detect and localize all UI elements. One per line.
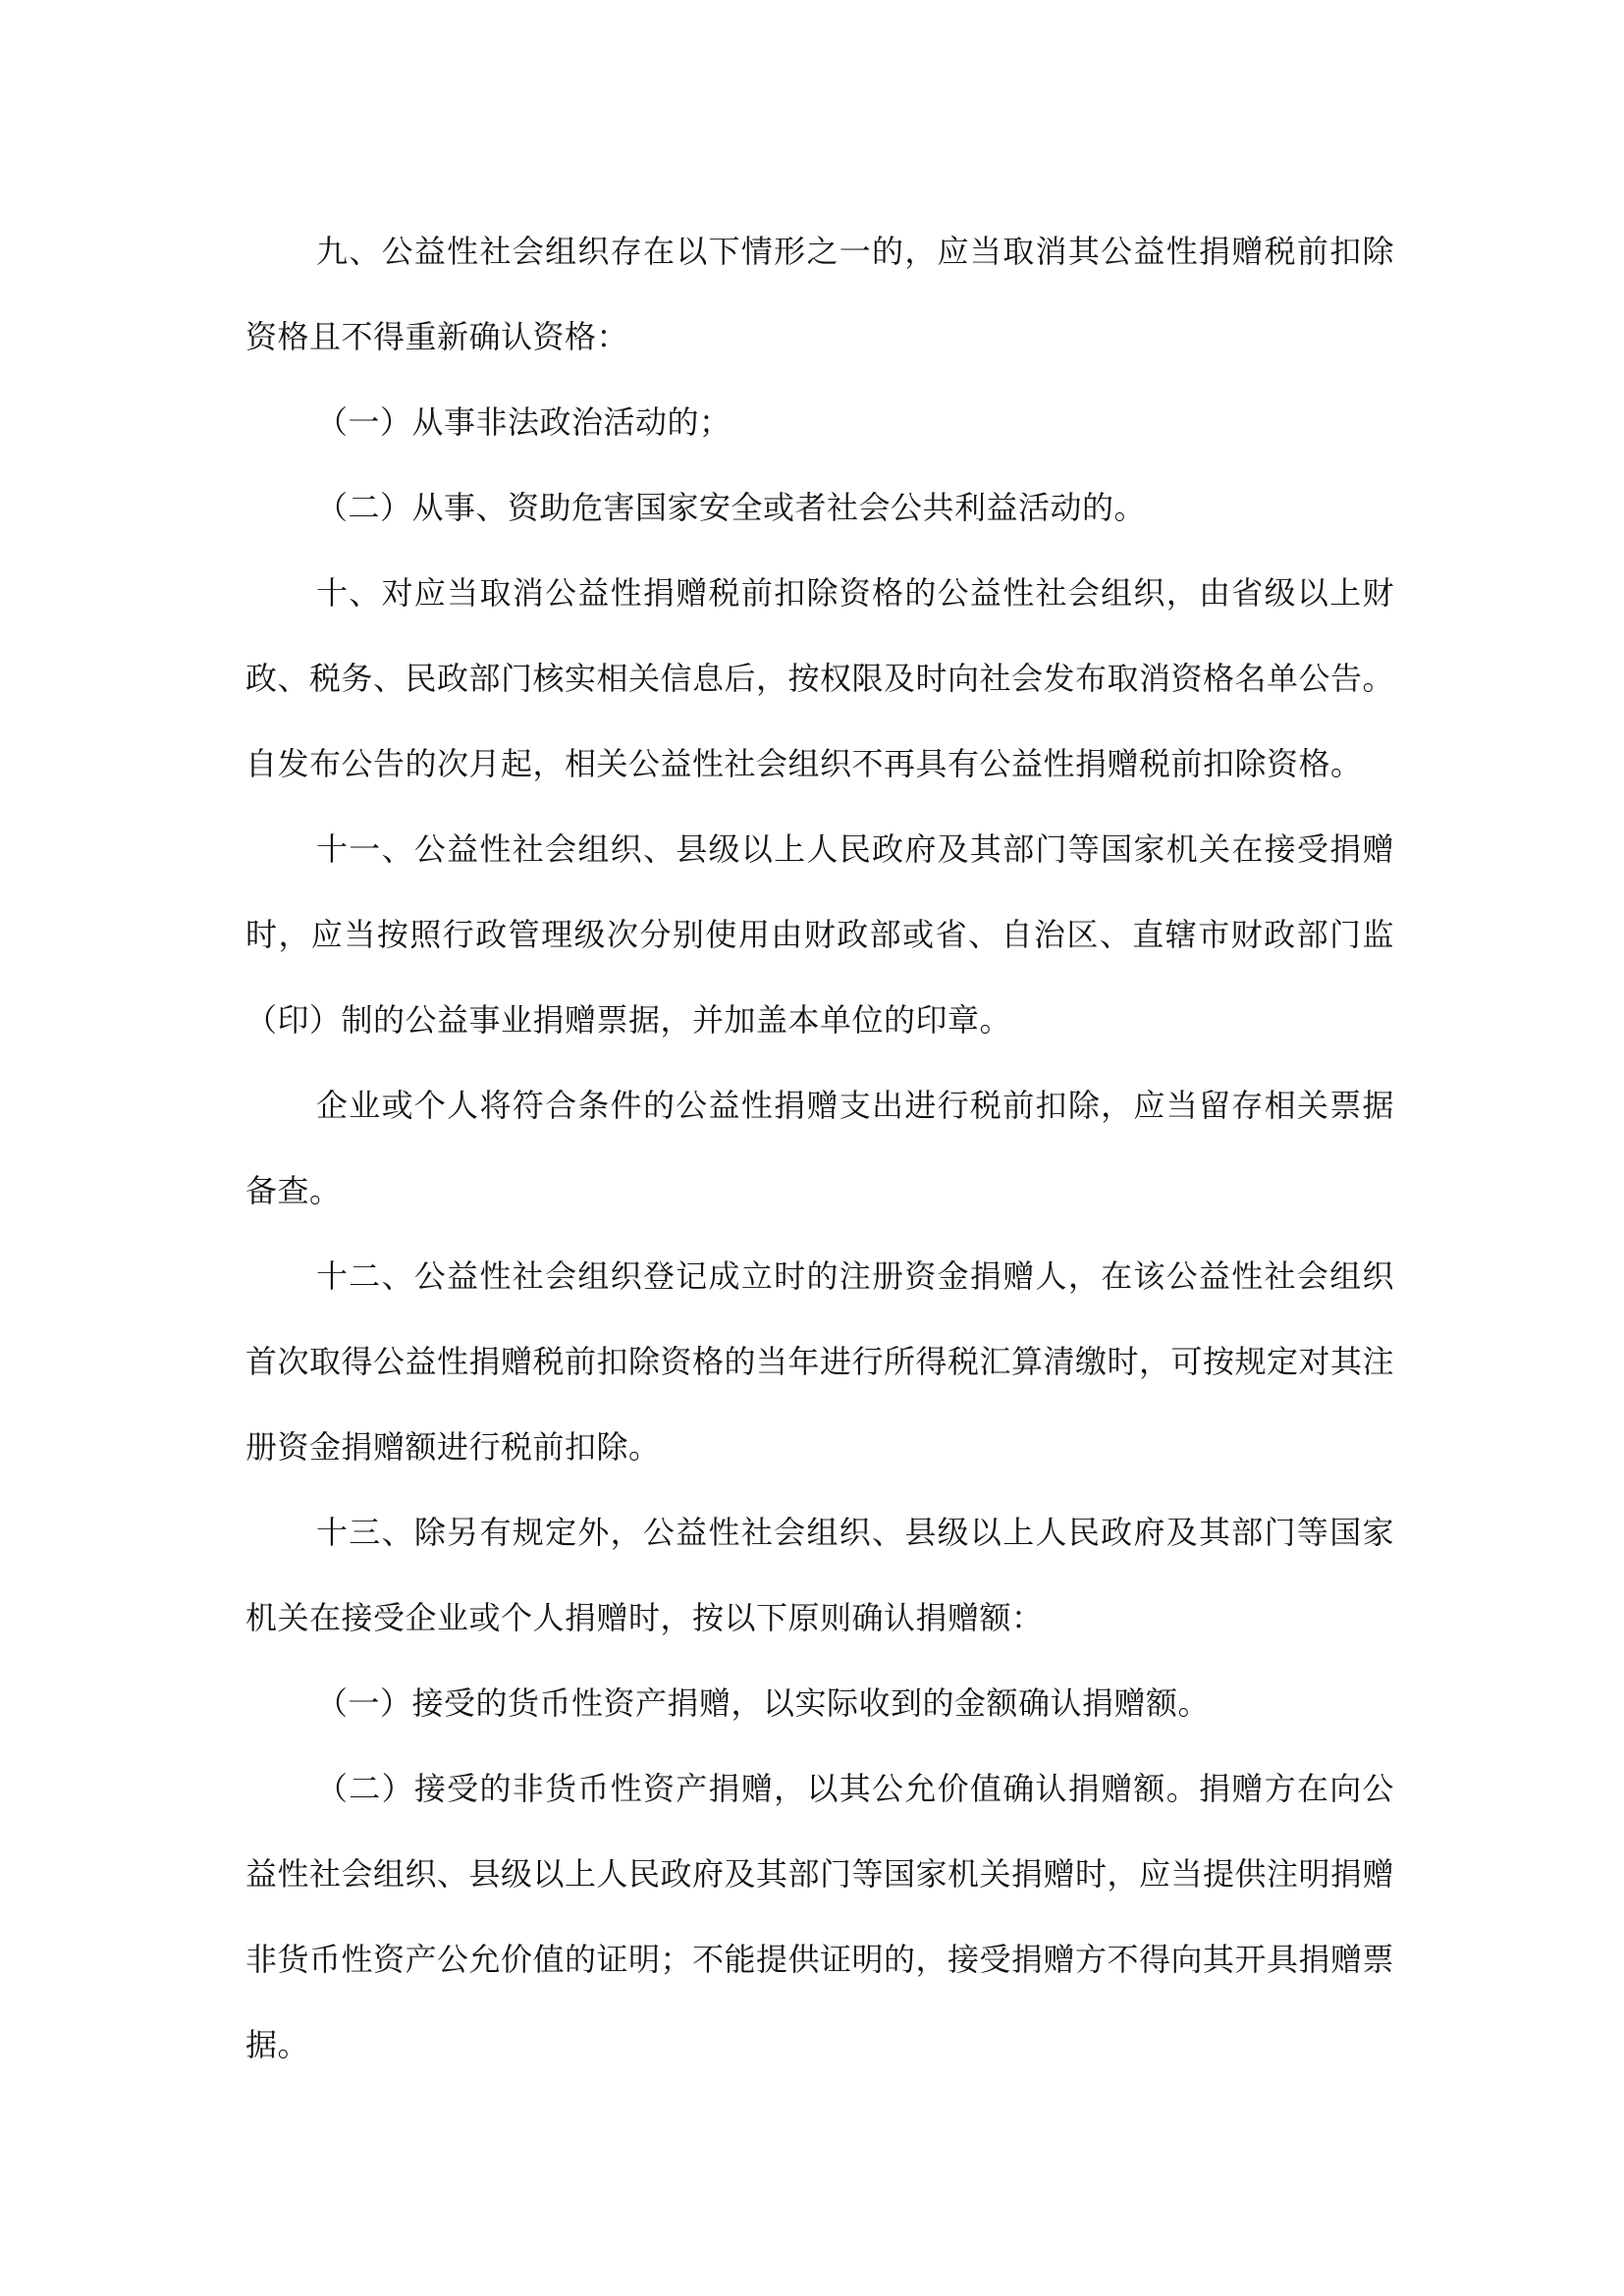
document-body xyxy=(245,209,1394,2088)
paragraph-11: 十一、公益性社会组织、县级以上人民政府及其部门等国家机关在接受捐赠时，应当按照行政管理级次分别使用由财政部或省、自治区、直辖市财政部门监（印）制的公益事业捐赠票据，并加盖本单位的印章。 xyxy=(245,830,1394,1039)
paragraph-9: 九、公益性社会组织存在以下情形之一的，应当取消其公益性捐赠税前扣除资格且不得重新确认资格： xyxy=(245,233,1394,355)
paragraph-11-note: 企业或个人将符合条件的公益性捐赠支出进行税前扣除，应当留存相关票据备查。 xyxy=(245,1087,1394,1209)
paragraph-9-item-2: （二）从事、资助危害国家安全或者社会公共利益活动的。 xyxy=(316,489,1147,526)
paragraph-13-item-2: （二）接受的非货币性资产捐赠，以其公允价值确认捐赠额。捐赠方在向公益性社会组织、县级以上人民政府及其部门等国家机关捐赠时，应当提供注明捐赠非货币性资产公允价值的证明；不能提供证明的，接受捐赠方不得向其开具捐赠票据。 xyxy=(245,1770,1395,2063)
paragraph-9-item-1: （一）从事非法政治活动的； xyxy=(316,403,731,441)
paragraph-13-item-1: （一）接受的货币性资产捐赠，以实际收到的金额确认捐赠额。 xyxy=(316,1684,1211,1722)
paragraph-10: 十、对应当取消公益性捐赠税前扣除资格的公益性社会组织，由省级以上财政、税务、民政部门核实相关信息后，按权限及时向社会发布取消资格名单公告。自发布公告的次月起，相关公益性社会组织不再具有公益性捐赠税前扣除资格。 xyxy=(245,574,1395,782)
paragraph-12: 十二、公益性社会组织登记成立时的注册资金捐赠人，在该公益性社会组织首次取得公益性捐赠税前扣除资格的当年进行所得税汇算清缴时，可按规定对其注册资金捐赠额进行税前扣除。 xyxy=(245,1257,1395,1466)
paragraph-13: 十三、除另有规定外，公益性社会组织、县级以上人民政府及其部门等国家机关在接受企业或个人捐赠时，按以下原则确认捐赠额： xyxy=(245,1514,1394,1636)
